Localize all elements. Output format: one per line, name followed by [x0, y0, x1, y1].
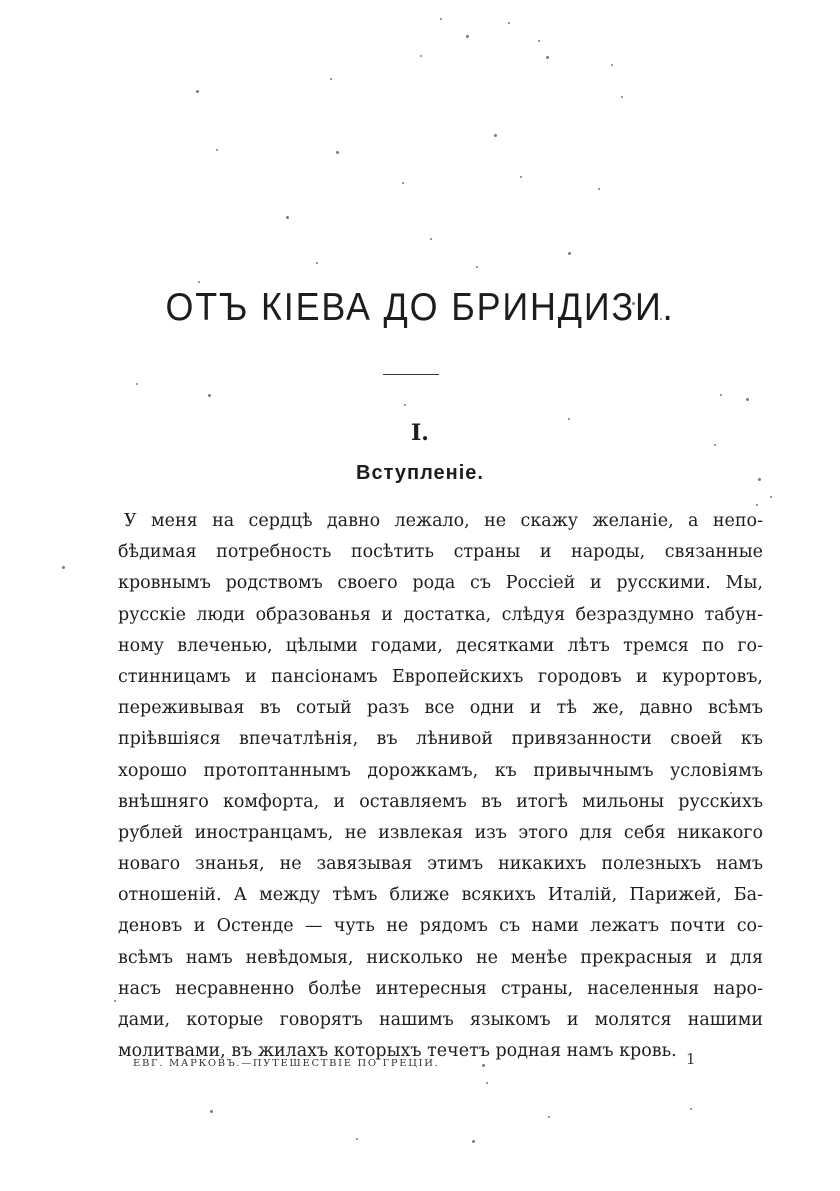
scan-speck	[770, 496, 772, 498]
scan-speck	[196, 90, 199, 93]
scan-speck	[430, 238, 432, 240]
scan-speck	[210, 1110, 213, 1113]
scan-speck	[520, 176, 522, 178]
text-line: дами, которые говорятъ нашимъ языкомъ и молятся нашими	[118, 1010, 763, 1030]
text-line: насъ несравненно болѣе интересныя страны, населенныя наро-	[118, 978, 763, 999]
text-line: русскіе люди образованья и достатка, слѣдуя безраздумно табун-	[118, 604, 763, 625]
scan-speck	[486, 1082, 488, 1084]
page-title: ОТЪ КІЕВА ДО БРИНДИЗИ.	[165, 286, 675, 329]
scan-speck	[356, 1138, 358, 1140]
scan-speck	[598, 188, 600, 190]
scan-speck	[286, 216, 289, 219]
scan-speck	[746, 398, 749, 401]
text-line: отношеній. А между тѣмъ ближе всякихъ Италій, Парижей, Ба-	[118, 885, 763, 906]
scan-speck	[440, 18, 442, 20]
text-line: кровнымъ родствомъ своего рода съ Россіей и русскими. Мы,	[118, 573, 763, 594]
text-line: всѣмъ намъ невѣдомыя, нисколько не менѣе прекрасныя и для	[118, 947, 763, 968]
text-line: пріѣвшіяся впечатлѣнія, въ лѣнивой привязанности своей къ	[118, 729, 763, 750]
chapter-title: Вступленіе.	[356, 462, 484, 484]
text-line: бѣдимая потребность посѣтить страны и народы, связанные	[118, 542, 763, 563]
text-line: внѣшняго комфорта, и оставляемъ въ итогѣ мильоны русскихъ	[118, 791, 763, 812]
scan-speck	[136, 383, 138, 385]
scan-speck	[402, 182, 404, 184]
signature-mark: 1	[686, 1050, 696, 1068]
scan-speck	[208, 394, 211, 397]
scan-speck	[404, 404, 406, 406]
text-line: хорошо протоптаннымъ дорожкамъ, къ привычнымъ условіямъ	[118, 760, 763, 781]
text-line: рублей иностранцамъ, не извлекая изъ этого для себя никакого	[118, 822, 763, 843]
scan-speck	[690, 1108, 692, 1110]
scan-speck	[720, 394, 722, 396]
text-line: молитвами, въ жилахъ которыхъ течетъ родная намъ кровь.	[118, 1041, 677, 1062]
scan-speck	[538, 40, 540, 42]
chapter-number: I.	[411, 420, 429, 446]
text-line: деновъ и Остенде — чуть не рядомъ съ нами лежатъ почти со-	[118, 916, 763, 937]
text-line: стинницамъ и пансіонамъ Европейскихъ городовъ и курортовъ,	[118, 666, 763, 687]
scan-speck	[330, 78, 332, 80]
scan-speck	[476, 266, 478, 268]
scan-speck	[508, 22, 510, 24]
body-paragraph	[118, 506, 763, 1067]
scan-speck	[216, 149, 218, 151]
text-line: новаго знанья, не завязывая этимъ никакихъ полезныхъ намъ	[118, 854, 763, 875]
title-divider	[383, 374, 439, 375]
scan-speck	[336, 151, 339, 154]
scan-speck	[420, 55, 422, 57]
scan-speck	[494, 134, 497, 137]
scan-speck	[621, 96, 623, 98]
running-footer: ЕВГ. МАРКОВЪ.—ПУТЕШЕСТВІЕ ПО ГРЕЦІИ.	[133, 1058, 440, 1069]
text-line: У меня на сердцѣ давно лежало, не скажу желаніе, а непо-	[124, 511, 763, 531]
scan-speck	[546, 56, 549, 59]
text-line: переживывая въ сотый разъ все одни и тѣ же, давно всѣмъ	[118, 698, 763, 719]
scan-speck	[316, 262, 318, 264]
scan-speck	[198, 281, 200, 283]
scan-speck	[62, 566, 65, 569]
scan-speck	[611, 64, 613, 66]
scan-speck	[548, 1116, 550, 1118]
scan-speck	[114, 1000, 116, 1002]
scan-speck	[472, 1140, 475, 1143]
scan-speck	[568, 252, 571, 255]
text-line: ному влеченью, цѣлыми годами, десятками лѣтъ тремся по го-	[118, 635, 763, 656]
scan-speck	[466, 35, 469, 38]
